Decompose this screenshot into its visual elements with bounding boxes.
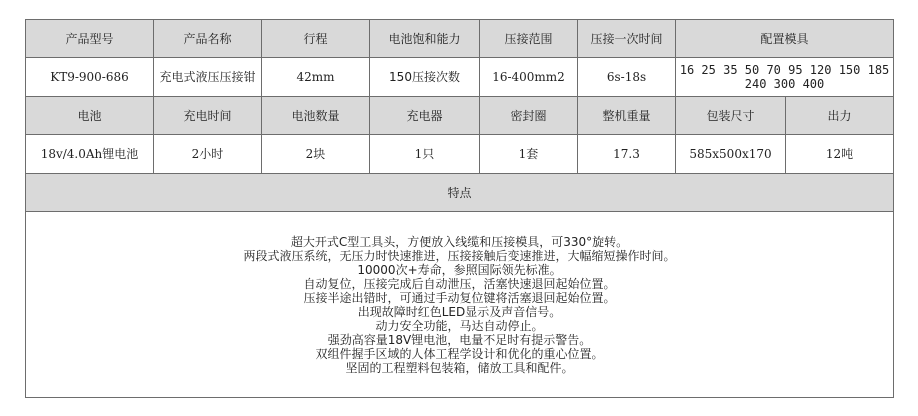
value-package-size: 585x500x170 (676, 135, 786, 174)
features-body-row (26, 212, 894, 398)
header-charge-time: 充电时间 (154, 97, 262, 135)
value-seal-ring: 1套 (480, 135, 578, 174)
spec-value-row-2 (26, 135, 894, 174)
header-model: 产品型号 (26, 20, 154, 58)
header-battery-count: 电池数量 (262, 97, 370, 135)
molds-line-1: 16 25 35 50 70 95 120 150 185 (679, 63, 890, 77)
feature-item: 自动复位，压接完成后自动泄压，活塞快速退回起始位置。 (303, 276, 616, 291)
spec-header-row-1 (26, 20, 894, 58)
header-output-force: 出力 (786, 97, 894, 135)
header-crimp-time: 压接一次时间 (578, 20, 676, 58)
value-battery-capacity: 150压接次数 (370, 58, 480, 97)
feature-item: 强劲高容量18V锂电池，电量不足时有提示警告。 (327, 332, 592, 347)
spec-table (25, 19, 894, 398)
feature-item: 坚固的工程塑料包装箱，储放工具和配件。 (345, 360, 574, 375)
spec-header-row-2 (26, 97, 894, 135)
feature-item: 压接半途出错时，可通过手动复位键将活塞退回起始位置。 (303, 290, 616, 305)
features-list (26, 212, 894, 398)
header-stroke: 行程 (262, 20, 370, 58)
feature-item: 出现故障时红色LED显示及声音信号。 (357, 304, 562, 319)
header-weight: 整机重量 (578, 97, 676, 135)
header-crimp-range: 压接范围 (480, 20, 578, 58)
value-stroke: 42mm (262, 58, 370, 97)
spec-value-row-1 (26, 58, 894, 97)
value-output-force: 12吨 (786, 135, 894, 174)
value-crimp-range: 16-400mm2 (480, 58, 578, 97)
molds-line-2: 240 300 400 (744, 77, 825, 91)
header-package-size: 包装尺寸 (676, 97, 786, 135)
value-charger: 1只 (370, 135, 480, 174)
feature-item: 动力安全功能，马达自动停止。 (375, 318, 544, 333)
value-weight: 17.3 (578, 135, 676, 174)
feature-item: 10000次+寿命，参照国际领先标准。 (357, 262, 562, 277)
header-seal-ring: 密封圈 (480, 97, 578, 135)
feature-item: 超大开式C型工具头，方便放入线缆和压接模具，可330°旋转。 (290, 234, 629, 249)
value-battery-count: 2块 (262, 135, 370, 174)
value-crimp-time: 6s-18s (578, 58, 676, 97)
feature-item: 双组件握手区域的人体工程学设计和优化的重心位置。 (315, 346, 604, 361)
header-battery-capacity: 电池饱和能力 (370, 20, 480, 58)
header-molds: 配置模具 (676, 20, 894, 58)
header-battery: 电池 (26, 97, 154, 135)
value-name: 充电式液压压接钳 (154, 58, 262, 97)
value-model: KT9-900-686 (26, 58, 154, 97)
feature-item: 两段式液压系统，无压力时快速推进，压接接触后变速推进，大幅缩短操作时间。 (243, 248, 676, 263)
header-charger: 充电器 (370, 97, 480, 135)
value-battery: 18v/4.0Ah锂电池 (26, 135, 154, 174)
features-title: 特点 (26, 174, 894, 212)
value-charge-time: 2小时 (154, 135, 262, 174)
header-name: 产品名称 (154, 20, 262, 58)
value-molds (676, 58, 894, 97)
features-title-row (26, 174, 894, 212)
